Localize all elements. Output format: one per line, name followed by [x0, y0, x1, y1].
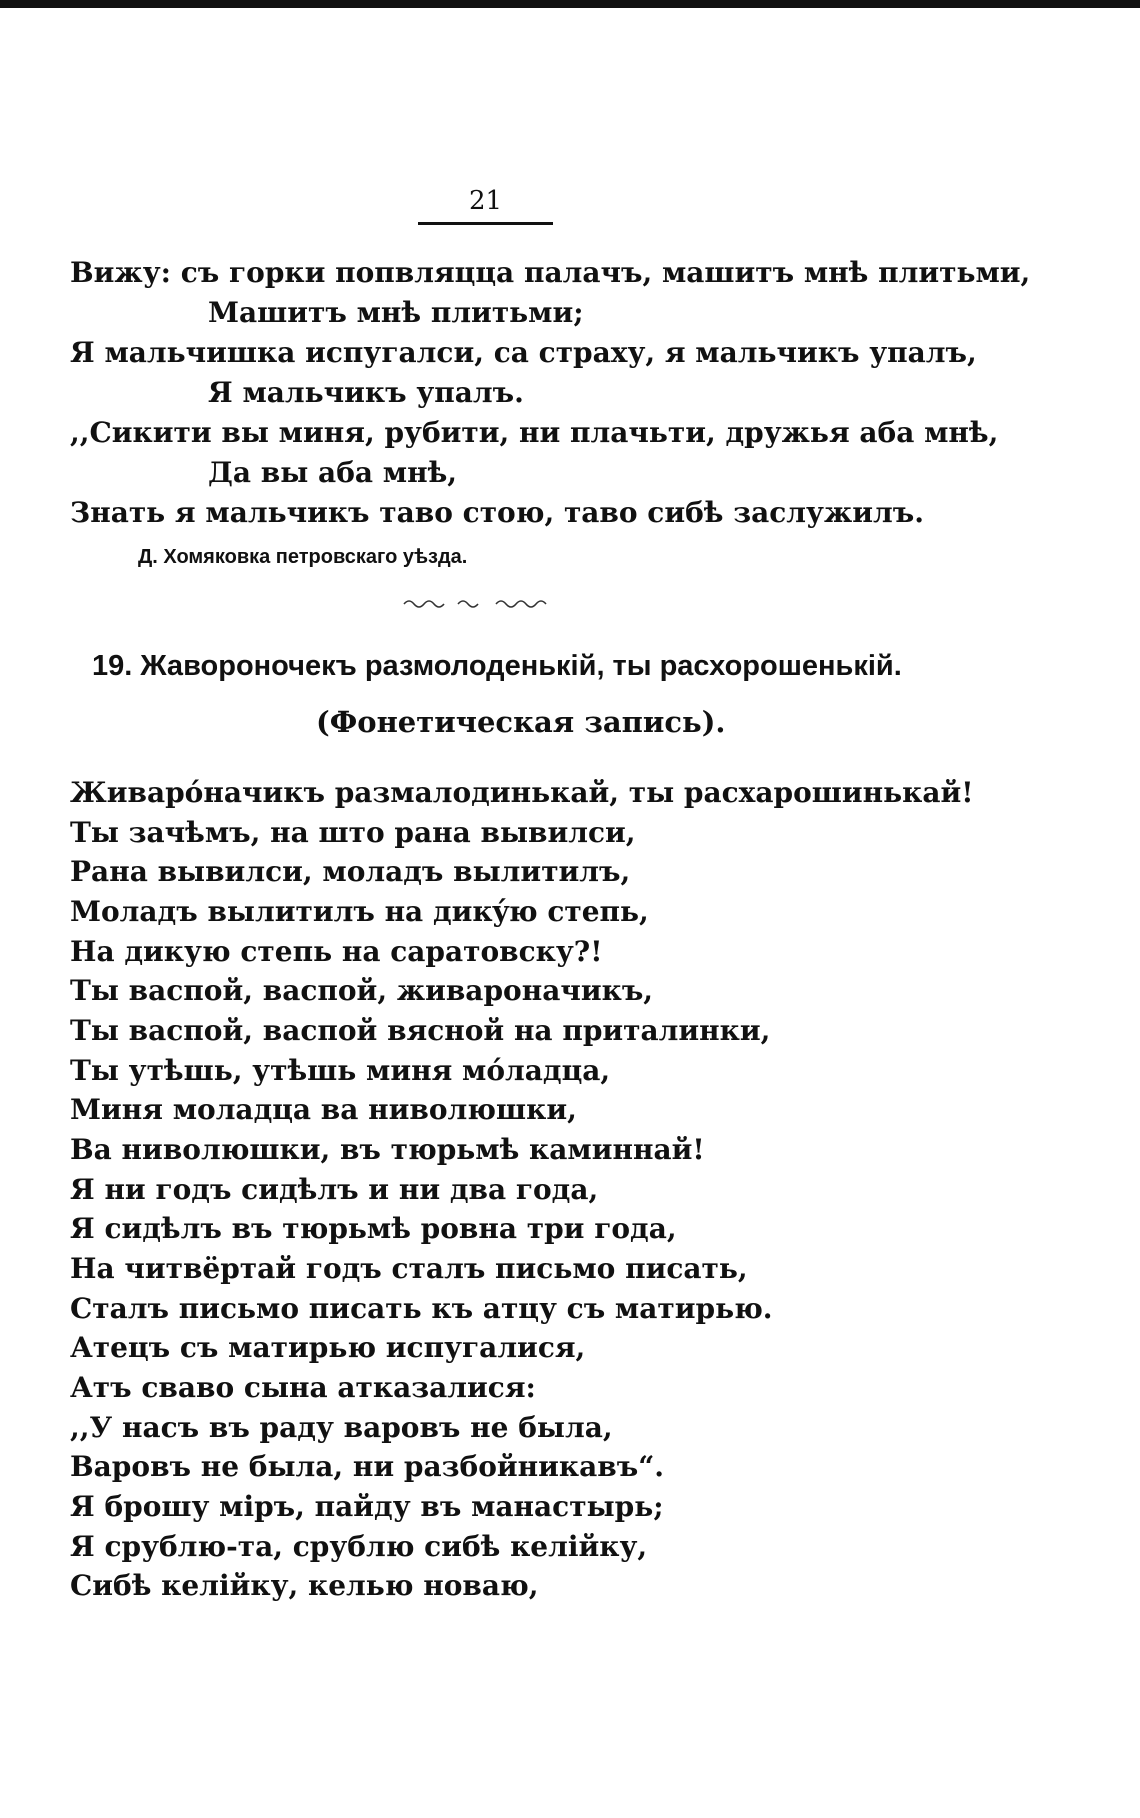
verse-line: Ты утѣшь, утѣшь миня мóладца, — [70, 1054, 611, 1087]
verse-line: Ты васпой, васпой вясной на приталинки, — [70, 1014, 771, 1047]
verse-line: Ты зачѣмъ, на што рана вывилси, — [70, 816, 636, 849]
verse-line: Я мальчишка испугалси, са страху, я мальчикъ упалъ, — [70, 336, 977, 369]
page-number-underline — [418, 222, 553, 225]
verse-line: На дикую степь на саратовску?! — [70, 935, 603, 968]
verse-line: Ва ниволюшки, въ тюрьмѣ каминнай! — [70, 1133, 705, 1166]
verse-line: Машитъ мнѣ плитьми; — [208, 296, 584, 329]
song-subtitle: (Фонетическая запись). — [316, 705, 726, 739]
verse-line: На читвёртай годъ сталъ письмо писать, — [70, 1252, 748, 1285]
section-separator — [400, 596, 560, 610]
verse-line: Я мальчикъ упалъ. — [208, 376, 524, 409]
verse-line: Моладъ вылитилъ на дикýю степь, — [70, 895, 649, 928]
verse-line: Знать я мальчикъ таво стою, таво сибѣ заслужилъ. — [70, 496, 924, 529]
verse-line: Миня моладца ва ниволюшки, — [70, 1093, 577, 1126]
verse-line: ,,Сикити вы миня, рубити, ни плачьти, дружья аба мнѣ, — [70, 416, 999, 449]
verse-line: Атъ сваво сына атказалися: — [70, 1371, 536, 1404]
top-border-rule — [0, 0, 1140, 8]
verse-line: Сибѣ келійку, келью новаю, — [70, 1569, 539, 1602]
verse-line: Я ни годъ сидѣлъ и ни два года, — [70, 1173, 599, 1206]
page-number: 21 — [468, 186, 503, 216]
verse-line: Я сидѣлъ въ тюрьмѣ ровна три года, — [70, 1212, 677, 1245]
verse-line: Варовъ не была, ни разбойникавъ“. — [70, 1450, 665, 1483]
verse-line: Рана вывилси, моладъ вылитилъ, — [70, 855, 631, 888]
verse-line: Вижу: съ горки попвляцца палачъ, машитъ мнѣ плитьми, — [70, 256, 1031, 289]
verse-line: Я срублю-та, срублю сибѣ келійку, — [70, 1530, 648, 1563]
verse-line: Живарóначикъ размалодинькай, ты расхарошинькай! — [70, 776, 974, 809]
verse-line: ,,У насъ въ раду варовъ не была, — [70, 1411, 613, 1444]
verse-line: Сталъ письмо писать къ атцу съ матирью. — [70, 1292, 773, 1325]
verse-line: Да вы аба мнѣ, — [208, 456, 458, 489]
verse-line: Ты васпой, васпой, живароначикъ, — [70, 974, 654, 1007]
verse-line: Атецъ съ матирью испугалися, — [70, 1331, 586, 1364]
song-title: 19. Жавороночекъ размолоденькій, ты расхорошенькій. — [92, 650, 902, 682]
verse-line: Я брошу міръ, пайду въ манастырь; — [70, 1490, 664, 1523]
location-note: Д. Хомяковка петровскаго уѣзда. — [138, 546, 468, 568]
